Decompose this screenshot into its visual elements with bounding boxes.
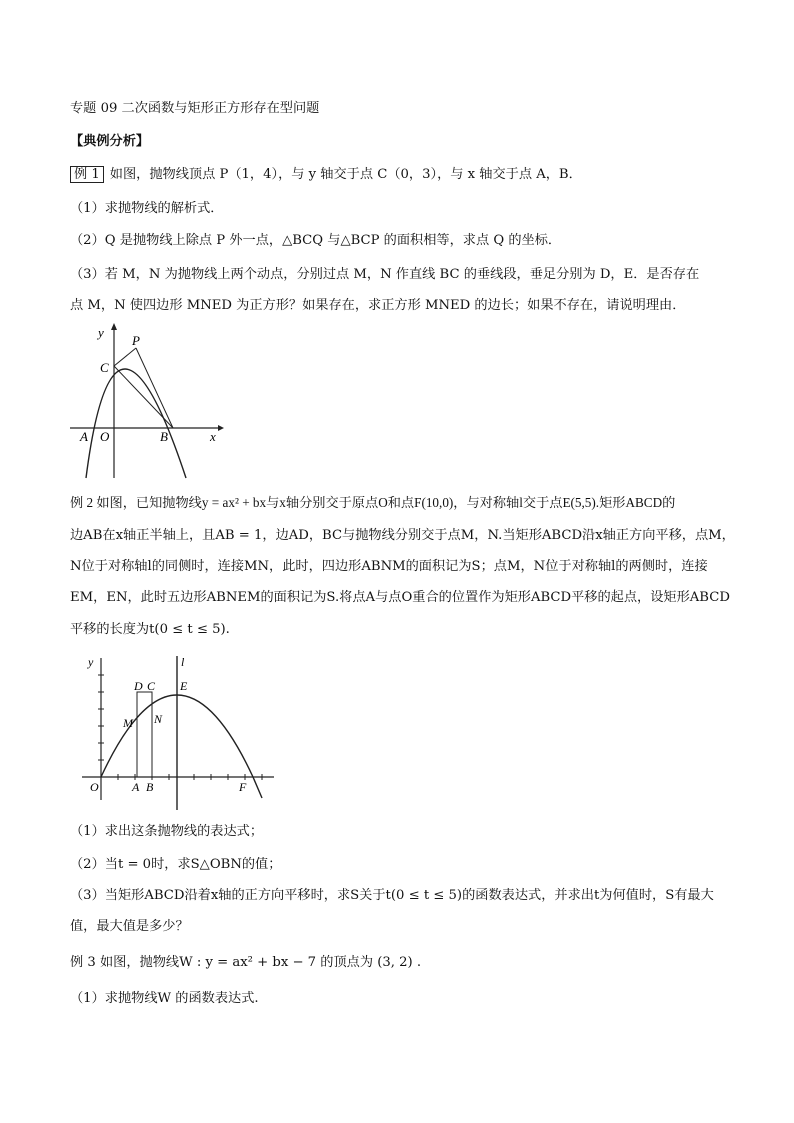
label-d: D (134, 679, 143, 693)
label-c: C (100, 360, 109, 375)
example3-q1: （1）求抛物线W 的函数表达式. (70, 991, 259, 1006)
label-f: F (239, 780, 247, 794)
segment-pb (136, 348, 173, 428)
example2-q3-line1: （3）当矩形ABCD沿着x轴的正方向平移时，求S关于t(0 ≤ t ≤ 5)的函数表达式，并求出t为何值时，S有最大 (70, 888, 714, 903)
example2-q2: （2）当t = 0时，求S△OBN的值； (70, 857, 282, 872)
example1-q3-line2: 点 M，N 使四边形 MNED 为正方形？如果存在，求正方形 MNED 的边长；如果不存在，请说明理由． (70, 298, 686, 313)
label-x: x (210, 429, 216, 444)
example2-q1: （1）求出这条抛物线的表达式； (70, 824, 264, 839)
label-l: l (181, 655, 185, 669)
example1-q2: （2）Q 是抛物线上除点 P 外一点，△BCQ 与△BCP 的面积相等，求点 Q 的坐标． (70, 233, 562, 248)
label-n: N (154, 712, 163, 726)
y-arrow-icon (111, 323, 117, 330)
section-label: 【典例分析】 (70, 134, 150, 149)
example1-tag: 例 1 (70, 166, 104, 183)
example1-statement (70, 166, 582, 184)
label-y: y (98, 325, 104, 340)
example2-line1: 例 2 如图，已知抛物线y = ax² + bx与x轴分别交于原点O和点F(10,0)，与对称轴l交于点E(5,5).矩形ABCD的 (70, 495, 676, 510)
segment-cp (114, 348, 136, 366)
example2-line4: EM，EN，此时五边形ABNEM的面积记为S.将点A与点O重合的位置作为矩形ABCD平移的起点，设矩形ABCD (70, 590, 730, 605)
example1-q1: （1）求抛物线的解析式． (70, 201, 224, 216)
label-c: C (147, 679, 156, 693)
x-arrow-icon (218, 425, 224, 431)
segment-cb (114, 366, 173, 428)
example1-figure (70, 320, 230, 480)
example2-line2: 边AB在x轴正半轴上，且AB = 1，边AD，BC与抛物线分别交于点M，N.当矩形ABCD沿x轴正方向平移，点M， (70, 528, 735, 543)
label-o: O (100, 429, 110, 444)
label-m: M (123, 716, 133, 730)
parabola-curve (101, 695, 262, 798)
page-title: 专题 09 二次函数与矩形正方形存在型问题 (70, 101, 320, 116)
label-p: P (132, 333, 140, 348)
label-b: B (146, 780, 154, 794)
example2-line5: 平移的长度为t(0 ≤ t ≤ 5). (70, 622, 230, 637)
example1-text: 如图，抛物线顶点 P（1，4），与 y 轴交于点 C（0，3），与 x 轴交于点 A，B． (109, 167, 582, 182)
label-o: O (90, 780, 99, 794)
example2-q3-line2: 值，最大值是多少？ (70, 919, 189, 934)
label-b: B (160, 429, 168, 444)
label-a: A (80, 429, 88, 444)
example1-q3-line1: （3）若 M，N 为抛物线上两个动点，分别过点 M，N 作直线 BC 的垂线段，垂足分别为 D，E．是否存在 (70, 267, 700, 282)
label-e: E (180, 679, 188, 693)
example3-statement: 例 3 如图，抛物线W : y = ax² + bx − 7 的顶点为 (3, 2) . (70, 955, 422, 970)
label-y: y (88, 655, 94, 669)
example2-line3: N位于对称轴l的同侧时，连接MN，此时，四边形ABNM的面积记为S；点M，N位于对称轴l的两侧时，连接 (70, 559, 708, 574)
label-a: A (132, 780, 140, 794)
example2-figure (82, 650, 282, 820)
